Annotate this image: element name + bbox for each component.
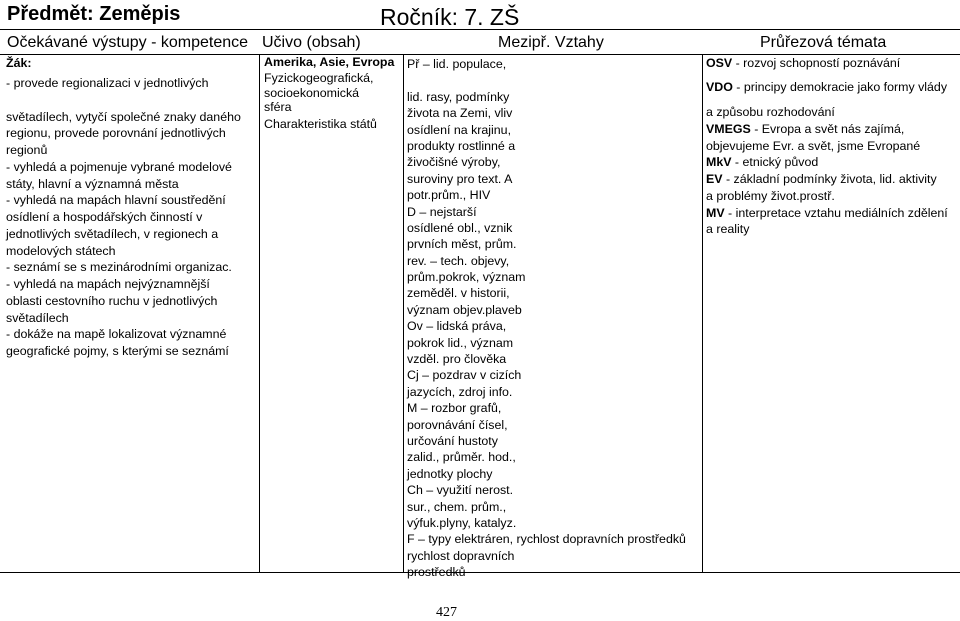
relations-line (407, 72, 686, 88)
relations-line: Ch – využití nerost. (407, 483, 514, 498)
content-line: socioekonomická (264, 85, 360, 100)
outputs-line: státy, hlavní a významná města (6, 176, 179, 191)
outputs-line: - vyhledá a pojmenuje vybrané modelové (6, 159, 232, 174)
content-line: Charakteristika států (264, 116, 377, 131)
relations-line: M – rozbor grafů, (407, 401, 502, 416)
outputs-line: osídlení a hospodářských činností v (6, 210, 203, 224)
theme-abbreviation: OSV (706, 56, 733, 70)
themes-line: VMEGS - Evropa a svět nás zajímá, (706, 121, 905, 136)
relations-line: osídlení na krajinu, (407, 122, 512, 137)
outputs-line: regionů (6, 143, 48, 157)
content-line: Fyzickogeografická, (264, 71, 374, 85)
rule-col-2 (403, 54, 404, 572)
relations-line: D – nejstarší (407, 204, 477, 219)
content-list (264, 55, 394, 134)
relations-line: živočišné výroby, (407, 155, 501, 170)
relations-line: význam objev.plaveb (407, 302, 522, 317)
relations-line: potr.prům., HIV (407, 188, 491, 203)
outputs-line (6, 92, 241, 109)
outputs-line: modelových státech (6, 243, 116, 258)
relations-line: porovnávání čísel, (407, 417, 508, 432)
outputs-line: regionu, provede porovnání jednotlivých (6, 126, 226, 141)
content-line: Amerika, Asie, Evropa (264, 55, 395, 69)
theme-abbreviation: EV (706, 172, 723, 186)
relations-line: prům.pokrok, význam (407, 270, 526, 285)
outputs-line: - provede regionalizaci v jednotlivých (6, 76, 209, 90)
relations-line: zeměděl. v historii, (407, 286, 510, 301)
header-themes: Průřezová témata (760, 34, 887, 51)
themes-line: a problémy život.prostř. (706, 188, 835, 203)
grade-title: Ročník: 7. ZŠ (380, 4, 520, 30)
themes-list (706, 55, 948, 238)
outputs-line: - seznámí se s mezinárodními organizac. (6, 260, 232, 275)
outputs-line: - vyhledá na mapách hlavní soustředění (6, 193, 226, 208)
relations-line: lid. rasy, podmínky (407, 89, 510, 104)
relations-line: jazycích, zdroj info. (407, 384, 513, 399)
outputs-line: světadílech (6, 310, 69, 325)
themes-line: EV - základní podmínky života, lid. aktivity (706, 172, 937, 186)
relations-line: prvních měst, prům. (407, 237, 517, 252)
relations-line: produkty rostlinné a (407, 138, 516, 153)
outputs-line: - vyhledá na mapách nejvýznamnější (6, 277, 210, 291)
rule-col-3 (702, 54, 703, 572)
relations-line: Př – lid. populace, (407, 57, 507, 71)
content-line: sféra (264, 100, 292, 114)
relations-line: rychlost dopravních (407, 548, 515, 563)
theme-abbreviation: VDO (706, 80, 733, 94)
pupil-label: Žák: (6, 56, 32, 70)
relations-line: F – typy elektráren, rychlost dopravních prostředků (407, 532, 686, 547)
rule-col-1 (259, 54, 260, 572)
relations-list (407, 56, 686, 581)
relations-line: osídlené obl., vznik (407, 220, 513, 235)
themes-line: a způsobu rozhodování (706, 105, 835, 119)
outputs-line: jednotlivých světadílech, v regionech a (6, 226, 219, 241)
outputs-line: - dokáže na mapě lokalizovat významné (6, 327, 227, 342)
header-outputs: Očekávané výstupy - kompetence (7, 34, 249, 51)
theme-abbreviation: MkV (706, 155, 732, 170)
outputs-line: oblasti cestovního ruchu v jednotlivých (6, 293, 218, 308)
theme-abbreviation: VMEGS (706, 121, 751, 136)
outputs-line: světadílech, vytyčí společné znaky daného (6, 109, 241, 124)
themes-line: MkV - etnický původ (706, 155, 819, 170)
relations-line: vzděl. pro člověka (407, 352, 507, 367)
themes-line: MV - interpretace vztahu mediálních zdělení (706, 205, 948, 220)
themes-line: a reality (706, 222, 750, 237)
relations-line: určování hustoty (407, 433, 498, 448)
relations-line: pokrok lid., význam (407, 335, 514, 350)
themes-line: VDO - principy demokracie jako formy vlády (706, 80, 948, 94)
relations-line: suroviny pro text. A (407, 171, 513, 186)
relations-line: Cj – pozdrav v cizích (407, 368, 522, 383)
page-number: 427 (436, 605, 457, 620)
header-content: Učivo (obsah) (262, 34, 361, 51)
relations-line: Ov – lidská práva, (407, 319, 507, 334)
header-relations: Mezipř. Vztahy (498, 34, 604, 51)
relations-line: sur., chem. prům., (407, 499, 507, 514)
outputs-list (6, 75, 241, 360)
relations-line: prostředků (407, 565, 466, 580)
themes-line: objevujeme Evr. a svět, jsme Evropané (706, 138, 921, 153)
relations-line: výfuk.plyny, katalyz. (407, 515, 517, 530)
relations-line: zalid., průměr. hod., (407, 450, 516, 465)
relations-line: jednotky plochy (407, 466, 493, 481)
theme-abbreviation: MV (706, 205, 725, 220)
subject-title: Předmět: Zeměpis (7, 3, 181, 25)
relations-line: života na Zemi, vliv (407, 106, 513, 121)
themes-line: OSV - rozvoj schopností poznávání (706, 56, 901, 70)
relations-line: rev. – tech. objevy, (407, 253, 510, 268)
outputs-line: geografické pojmy, s kterými se seznámí (6, 344, 229, 358)
